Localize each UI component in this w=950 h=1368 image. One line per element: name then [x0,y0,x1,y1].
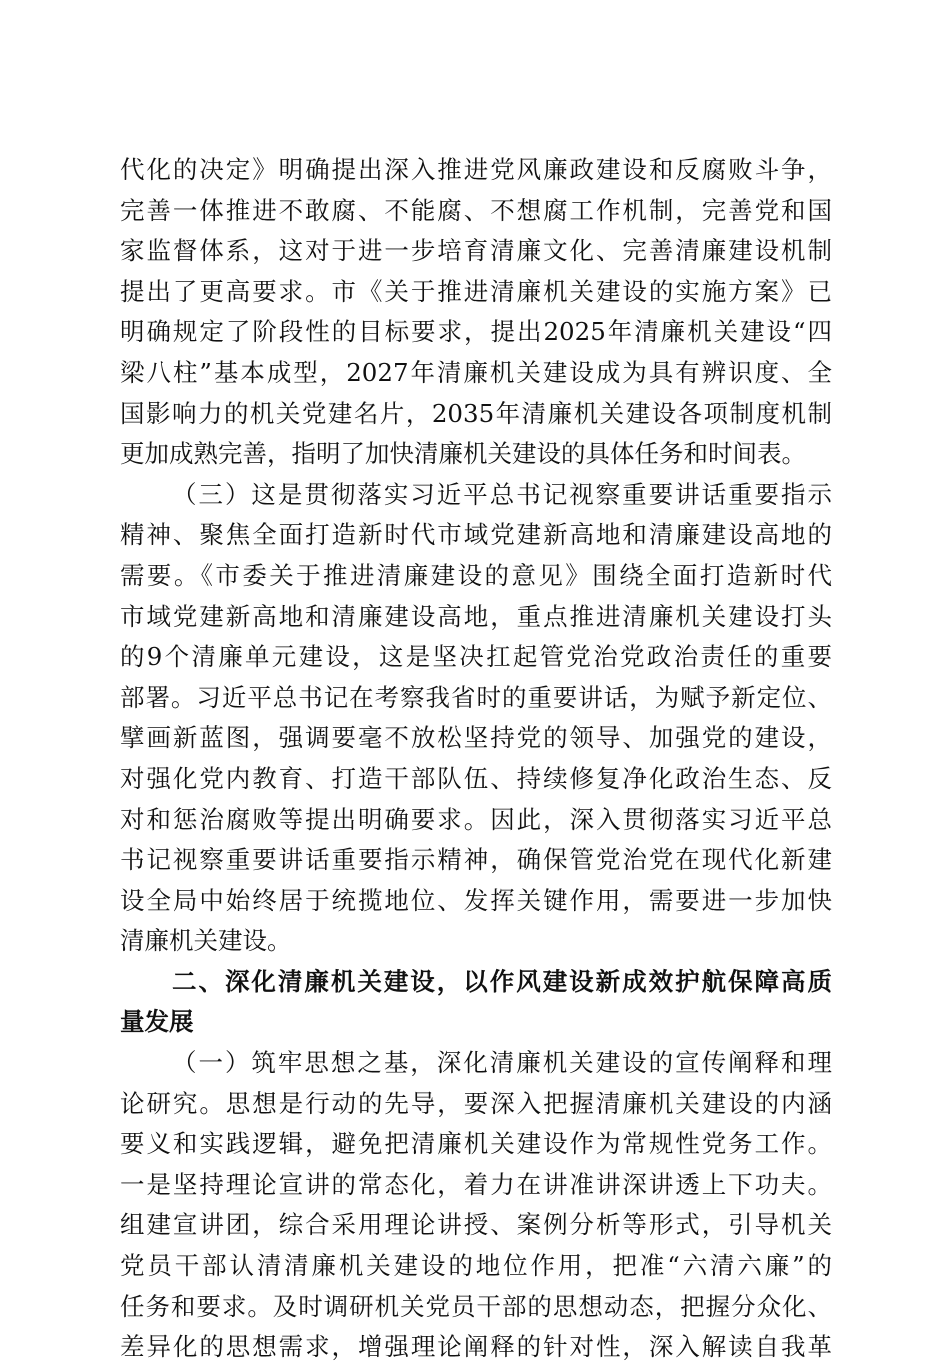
text-line: 部署。习近平总书记在考察我省时的重要讲话，为赋予新定位、 [120,682,832,712]
text-line: 书记视察重要讲话重要指示精神，确保管党治党在现代化新建 [120,845,832,875]
text-line: 党员干部认清清廉机关建设的地位作用，把准“六清六廉”的 [120,1251,832,1281]
text-line: 对和惩治腐败等提出明确要求。因此，深入贯彻落实习近平总 [120,804,832,834]
text-line: 一是坚持理论宣讲的常态化，着力在讲准讲深讲透上下功夫。 [120,1169,832,1199]
paragraph-2 [120,475,832,962]
paragraph-4 [120,1043,832,1368]
text-line: 的9个清廉单元建设，这是坚决扛起管党治党政治责任的重要 [120,642,832,672]
text-line: 任务和要求。及时调研机关党员干部的思想动态，把握分众化、 [120,1291,832,1321]
section-heading [120,962,832,1043]
text-line: 对强化党内教育、打造干部队伍、持续修复净化政治生态、反 [120,763,832,793]
text-line: （一）筑牢思想之基，深化清廉机关建设的宣传阐释和理 [172,1048,832,1078]
text-line: 精神、聚焦全面打造新时代市域党建新高地和清廉建设高地的 [120,520,832,550]
text-line: 明确规定了阶段性的目标要求，提出2025年清廉机关建设“四 [120,317,832,347]
text-line: 设全局中始终居于统揽地位、发挥关键作用，需要进一步加快 [120,885,832,915]
text-line: 家监督体系，这对于进一步培育清廉文化、完善清廉建设机制 [120,236,832,266]
text-line: 清廉机关建设。 [120,926,292,956]
text-line: 差异化的思想需求，增强理论阐释的针对性，深入解读自我革 [120,1332,832,1362]
text-line: 要义和实践逻辑，避免把清廉机关建设作为常规性党务工作。 [120,1129,832,1159]
text-line: 需要。《市委关于推进清廉建设的意见》围绕全面打造新时代 [120,560,832,590]
text-line: 更加成熟完善，指明了加快清廉机关建设的具体任务和时间表。 [120,439,806,469]
text-line: 论研究。思想是行动的先导，要深入把握清廉机关建设的内涵 [120,1088,832,1118]
text-line: 国影响力的机关党建名片，2035年清廉机关建设各项制度机制 [120,398,832,428]
text-line: 代化的决定》明确提出深入推进党风廉政建设和反腐败斗争， [120,155,832,184]
text-line: 擘画新蓝图，强调要毫不放松坚持党的领导、加强党的建设， [120,723,832,753]
text-line: 完善一体推进不敢腐、不能腐、不想腐工作机制，完善党和国 [120,195,832,225]
heading-line: 二、深化清廉机关建设，以作风建设新成效护航保障高质 [172,966,832,996]
text-line: 提出了更高要求。市《关于推进清廉机关建设的实施方案》已 [120,276,832,306]
text-line: 市域党建新高地和清廉建设高地，重点推进清廉机关建设打头 [120,601,832,631]
text-line: （三）这是贯彻落实习近平总书记视察重要讲话重要指示 [172,479,832,509]
text-line: 梁八柱”基本成型，2027年清廉机关建设成为具有辨识度、全 [120,357,832,387]
document-page [120,150,832,1368]
text-line: 组建宣讲团，综合采用理论讲授、案例分析等形式，引导机关 [120,1210,832,1240]
heading-line: 量发展 [120,1007,194,1037]
paragraph-1 [120,150,832,475]
